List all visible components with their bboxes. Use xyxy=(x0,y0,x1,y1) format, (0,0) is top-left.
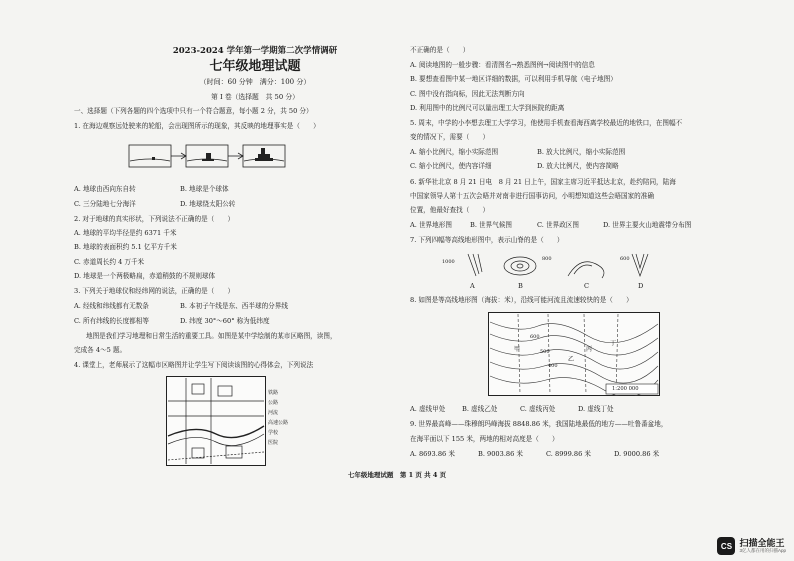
option-label-d: D xyxy=(638,282,644,290)
scanner-tagline: 3亿人都在用的扫描App xyxy=(739,548,786,553)
question-3: 3. 下列关于地球仪和经纬网的说法，正确的是（ ） xyxy=(74,287,235,295)
option-label-b: B xyxy=(518,282,523,290)
question-5-cont: 变的情况下，需要（ ） xyxy=(410,133,490,141)
q6-option-c: C. 世界政区图 xyxy=(537,221,579,229)
q8-label-yi: 乙 xyxy=(568,356,575,363)
q9-option-d: D. 9000.86 米 xyxy=(614,450,660,458)
q4-continuation: 不正确的是（ ） xyxy=(410,46,470,54)
q3-option-b: B. 本初子午线是东、西半球的分界线 xyxy=(180,302,288,310)
passage-intro-cont: 完成各 4～5 题。 xyxy=(74,346,127,354)
question-4: 4. 课堂上，老师展示了这幅市区略图并让学生写下阅读该图的心得体会，下列说法 xyxy=(74,361,314,369)
q1-option-a: A. 地球由西向东自转 xyxy=(74,185,136,193)
q2-option-b: B. 地球的表面积约 5.1 亿平方千米 xyxy=(74,243,177,251)
scanner-text xyxy=(739,538,786,554)
legend-hospital: 医院 xyxy=(268,440,279,446)
q9-option-a: A. 8693.86 米 xyxy=(410,450,455,458)
section-heading: 一、选择题（下列各题的四个选项中只有一个符合题意，每小题 2 分，共 50 分） xyxy=(74,107,313,115)
q8-label-ding: 丁 xyxy=(610,340,617,347)
page-footer: 七年级地理试题 第 1 页 共 4 页 xyxy=(347,471,447,479)
q8-label-jia: 甲 xyxy=(514,346,521,353)
question-2: 2. 对于地球的真实形状，下列说法不正确的是（ ） xyxy=(74,215,235,223)
map-legend xyxy=(268,388,308,448)
legend-school: 学校 xyxy=(268,430,279,436)
q8-label-400: 400 xyxy=(548,363,558,369)
q5-option-c: C. 缩小比例尺，使内容详细 xyxy=(410,162,492,170)
question-9: 9. 世界最高峰——珠穆朗玛峰海拔 8848.86 米，我国陆地最低的地方——吐鲁番盆地， xyxy=(410,420,668,428)
q5-option-b: B. 放大比例尺，缩小实际范围 xyxy=(537,148,626,156)
scanner-logo-icon: CS xyxy=(717,537,735,555)
exam-meta: （时间：60 分钟 满分：100 分） xyxy=(199,78,311,86)
legend-expressway: 高速公路 xyxy=(268,420,289,426)
volume-heading: 第 I 卷（选择题 共 50 分） xyxy=(211,93,299,101)
contour-label-1000: 1000 xyxy=(442,259,455,265)
q9-option-b: B. 9003.86 米 xyxy=(478,450,523,458)
contour-label-600: 600 xyxy=(620,256,630,262)
question-8: 8. 如图是等高线地形图（海拔：米），沿线可能河流且流速较快的是（ ） xyxy=(410,296,633,304)
question-5: 5. 周末，中学的小李想去理工大学学习，他使用手机查看海西离学校最近的地铁口，在图幅不 xyxy=(410,119,683,127)
q8-scale: 1:200 000 xyxy=(612,386,639,392)
city-sketch-map xyxy=(166,376,266,466)
q8-label-600: 600 xyxy=(530,334,540,340)
q2-option-c: C. 赤道周长约 4 万千米 xyxy=(74,258,145,266)
q5-option-a: A. 缩小比例尺，缩小实际范围 xyxy=(410,148,499,156)
q8-label-500: 500 xyxy=(540,349,550,355)
ship-approach-figure xyxy=(128,139,298,175)
passage-intro: 地图是我们学习地理和日常生活的重要工具。如图是某中学绘制的某市区略图，读图， xyxy=(86,332,337,340)
q4-option-c: C. 图中没有指向标，因此无法判断方向 xyxy=(410,90,525,98)
q3-option-a: A. 经线和纬线都有无数条 xyxy=(74,302,149,310)
option-label-c: C xyxy=(584,282,590,290)
q1-option-c: C. 三分陆地七分海洋 xyxy=(74,200,136,208)
q1-option-d: D. 地球绕太阳公转 xyxy=(180,200,236,208)
q8-option-b: B. 虚线乙处 xyxy=(462,405,498,413)
question-7: 7. 下列四幅等高线地形图中，表示山脊的是（ ） xyxy=(410,236,564,244)
q4-option-a: A. 阅读地图的一般步骤：看清图名→熟悉图例→阅读图中的信息 xyxy=(410,61,595,69)
q6-option-b: B. 世界气候图 xyxy=(470,221,513,229)
question-6-cont: 中国家领导人第十五次会晤并对南非进行国事访问，小明想知道这些会晤国家的准确 xyxy=(410,192,654,200)
contour-map-q8 xyxy=(488,312,660,396)
q8-option-a: A. 虚线甲处 xyxy=(410,405,446,413)
q5-option-d: D. 放大比例尺，使内容简略 xyxy=(537,162,619,170)
question-9-cont: 在海平面以下 155 米，两地的相对高度是（ ） xyxy=(410,435,559,443)
ridge-contour-options xyxy=(440,250,670,284)
page-title: 七年级地理试题 xyxy=(209,59,301,74)
header-school-year: 2023-2024 学年第一学期第二次学情调研 xyxy=(172,46,338,56)
contour-label-800: 800 xyxy=(542,256,552,262)
q1-option-b: B. 地球是个球体 xyxy=(180,185,229,193)
q2-option-d: D. 地球是一个两极略扁，赤道稍鼓的不规则球体 xyxy=(74,272,216,280)
q6-option-a: A. 世界地形图 xyxy=(410,221,452,229)
scanner-watermark xyxy=(717,537,786,555)
legend-road: 公路 xyxy=(268,400,279,406)
q4-option-b: B. 要想查看图中某一地区详细的数据，可以利用手机导航（电子地图） xyxy=(410,75,617,83)
q6-option-d: D. 世界主要火山地震带分布图 xyxy=(603,221,692,229)
q8-option-d: D. 虚线丁处 xyxy=(578,405,614,413)
q8-label-bing: 丙 xyxy=(586,346,593,353)
option-label-a: A xyxy=(470,282,475,290)
q4-option-d: D. 利用图中的比例尺可以量出理工大学到医院的距离 xyxy=(410,104,565,112)
legend-railway: 铁路 xyxy=(268,390,279,396)
question-6-cont2: 位置，他最好查找（ ） xyxy=(410,206,490,214)
q9-option-c: C. 8999.86 米 xyxy=(546,450,591,458)
question-6: 6. 新华社北京 8 月 21 日电 8 月 21 日上午，国家主席习近平抵达北京，赴约陪同，陆海 xyxy=(410,178,676,186)
q3-option-d: D. 纬度 30°～60° 称为低纬度 xyxy=(180,317,270,325)
q2-option-a: A. 地球的平均半径是约 6371 千米 xyxy=(74,229,177,237)
scanner-name: 扫描全能王 xyxy=(739,538,785,548)
q8-option-c: C. 虚线丙处 xyxy=(520,405,556,413)
legend-river: 河流 xyxy=(268,410,279,416)
question-1: 1. 在海边观察远处驶来的轮船，会出现图所示的现象，其反映的地理事实是（ ） xyxy=(74,122,320,130)
q3-option-c: C. 所有纬线的长度都相等 xyxy=(74,317,149,325)
